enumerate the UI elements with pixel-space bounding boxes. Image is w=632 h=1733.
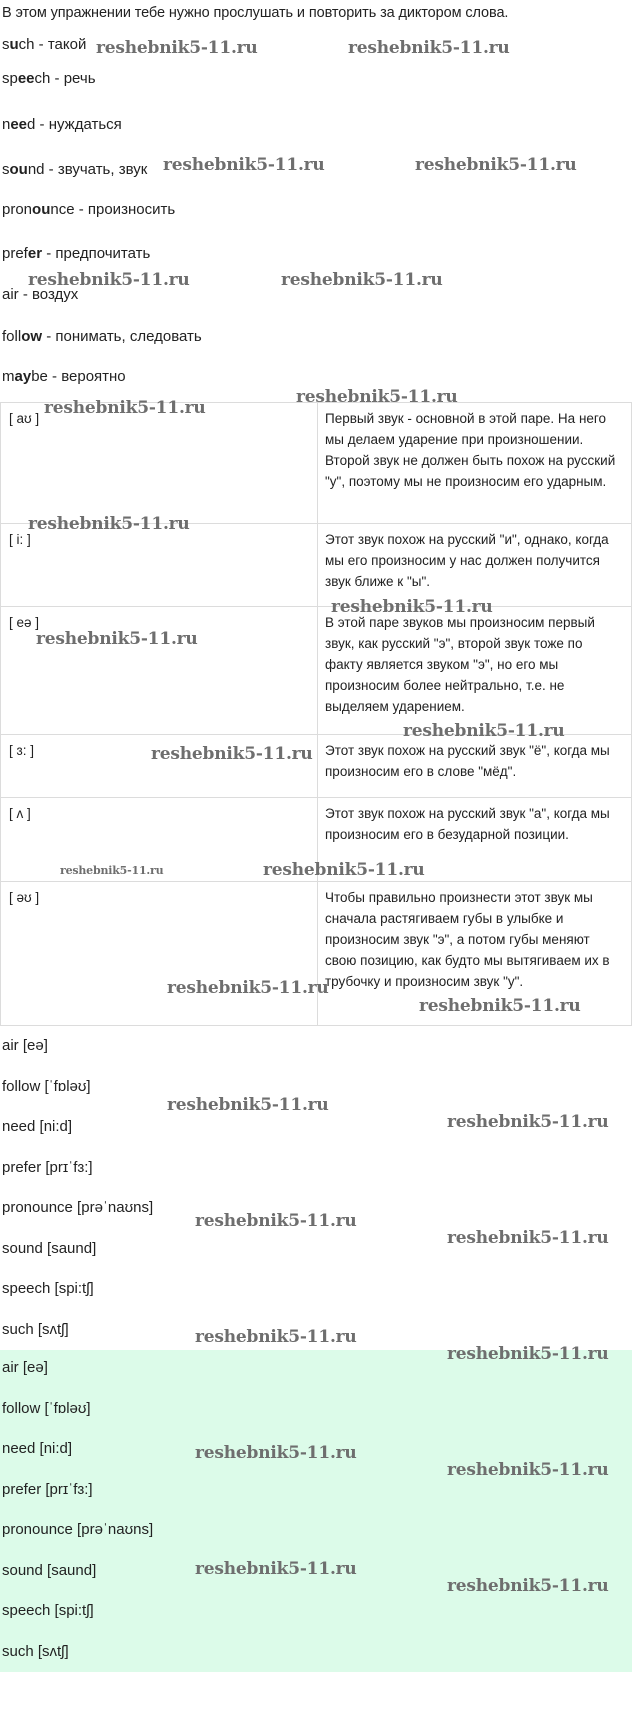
list-item: air [eə]: [2, 1037, 48, 1054]
vocab-item-maybe: maybe - вероятно: [2, 368, 126, 385]
transcription-list: [0, 1026, 632, 1350]
list-item: prefer [prɪˈfɜ:]: [2, 1481, 93, 1498]
vocab-item-such: such - такой: [2, 36, 87, 53]
sound-description: Чтобы правильно произнести этот звук мы сначала растягиваем губы в улыбке и произносим звук "э", а потом губы меняют свою позицию, как будто мы вытягиваем их в трубочку и произносим звук "у".: [318, 882, 632, 1026]
watermark-text: reshebnik5-11.ru: [167, 978, 329, 998]
sound-symbol: [ eə ]: [1, 607, 318, 735]
watermark-text: reshebnik5-11.ru: [447, 1460, 609, 1480]
sound-description: Первый звук - основной в этой паре. На него мы делаем ударение при произношении. Второй звук не должен быть похож на русский "у", поэтому мы не произносим его ударным.: [318, 403, 632, 524]
vocab-item-speech: speech - речь: [2, 70, 96, 87]
instruction-text: В этом упражнении тебе нужно прослушать и повторить за диктором слова.: [2, 5, 509, 21]
watermark-text: reshebnik5-11.ru: [447, 1228, 609, 1248]
list-item: pronounce [prəˈnaʊns]: [2, 1199, 154, 1216]
list-item: speech [spi:tʃ]: [2, 1602, 94, 1619]
watermark-text: reshebnik5-11.ru: [263, 860, 425, 880]
sounds-table: [0, 402, 632, 1026]
vocab-item-need: need - нуждаться: [2, 116, 122, 133]
sound-symbol: [ i: ]: [1, 524, 318, 607]
watermark-text: reshebnik5-11.ru: [60, 864, 164, 877]
table-row: [1, 735, 632, 798]
list-item: need [ni:d]: [2, 1440, 73, 1457]
list-item: pronounce [prəˈnaʊns]: [2, 1521, 154, 1538]
watermark-text: reshebnik5-11.ru: [348, 38, 510, 58]
watermark-text: reshebnik5-11.ru: [195, 1211, 357, 1231]
answer-block: [0, 1350, 632, 1672]
sound-symbol: [ əʊ ]: [1, 882, 318, 1026]
sound-symbol: [ ɜ: ]: [1, 735, 318, 798]
list-item: sound [saund]: [2, 1562, 97, 1579]
watermark-text: reshebnik5-11.ru: [195, 1559, 357, 1579]
watermark-text: reshebnik5-11.ru: [96, 38, 258, 58]
sound-symbol: [ ʌ ]: [1, 798, 318, 882]
watermark-text: reshebnik5-11.ru: [447, 1576, 609, 1596]
vocab-item-pronounce: pronounce - произносить: [2, 201, 176, 218]
table-row: [1, 524, 632, 607]
watermark-text: reshebnik5-11.ru: [167, 1095, 329, 1115]
list-item: air [eə]: [2, 1359, 48, 1376]
watermark-text: reshebnik5-11.ru: [447, 1344, 609, 1364]
sound-description: Этот звук похож на русский "и", однако, когда мы его произносим у нас должен получится звук ближе к "ы".: [318, 524, 632, 607]
vocab-item-prefer: prefer - предпочитать: [2, 245, 151, 262]
list-item: follow [ˈfɒləʊ]: [2, 1078, 91, 1095]
table-row: [1, 882, 632, 1026]
watermark-text: reshebnik5-11.ru: [44, 398, 206, 418]
watermark-text: reshebnik5-11.ru: [28, 514, 190, 534]
watermark-text: reshebnik5-11.ru: [403, 721, 565, 741]
watermark-text: reshebnik5-11.ru: [195, 1327, 357, 1347]
vocab-item-sound: sound - звучать, звук: [2, 161, 148, 178]
watermark-text: reshebnik5-11.ru: [195, 1443, 357, 1463]
list-item: sound [saund]: [2, 1240, 97, 1257]
list-item: speech [spi:tʃ]: [2, 1280, 94, 1297]
watermark-text: reshebnik5-11.ru: [296, 387, 458, 407]
watermark-text: reshebnik5-11.ru: [36, 629, 198, 649]
watermark-text: reshebnik5-11.ru: [28, 270, 190, 290]
table-row: [1, 798, 632, 882]
sound-description: Этот звук похож на русский звук "а", когда мы произносим его в безударной позиции.: [318, 798, 632, 882]
vocab-item-air: air - воздух: [2, 286, 79, 303]
watermark-text: reshebnik5-11.ru: [419, 996, 581, 1016]
sound-description: Этот звук похож на русский звук "ё", когда мы произносим его в слове "мёд".: [318, 735, 632, 798]
sound-symbol: [ aʊ ]: [1, 403, 318, 524]
watermark-text: reshebnik5-11.ru: [281, 270, 443, 290]
list-item: such [sʌtʃ]: [2, 1643, 69, 1660]
table-row: [1, 607, 632, 735]
sound-description: В этой паре звуков мы произносим первый звук, как русский "э", второй звук тоже по факту является звуком "э", но его мы произносим более нейтрально, т.е. не выделяем ударением.: [318, 607, 632, 735]
watermark-text: reshebnik5-11.ru: [415, 155, 577, 175]
list-item: need [ni:d]: [2, 1118, 73, 1135]
table-row: [1, 403, 632, 524]
watermark-text: reshebnik5-11.ru: [151, 744, 313, 764]
watermark-text: reshebnik5-11.ru: [447, 1112, 609, 1132]
watermark-text: reshebnik5-11.ru: [331, 597, 493, 617]
vocab-item-follow: follow - понимать, следовать: [2, 328, 202, 345]
list-item: such [sʌtʃ]: [2, 1321, 69, 1338]
list-item: prefer [prɪˈfɜ:]: [2, 1159, 93, 1176]
watermark-text: reshebnik5-11.ru: [163, 155, 325, 175]
list-item: follow [ˈfɒləʊ]: [2, 1400, 91, 1417]
